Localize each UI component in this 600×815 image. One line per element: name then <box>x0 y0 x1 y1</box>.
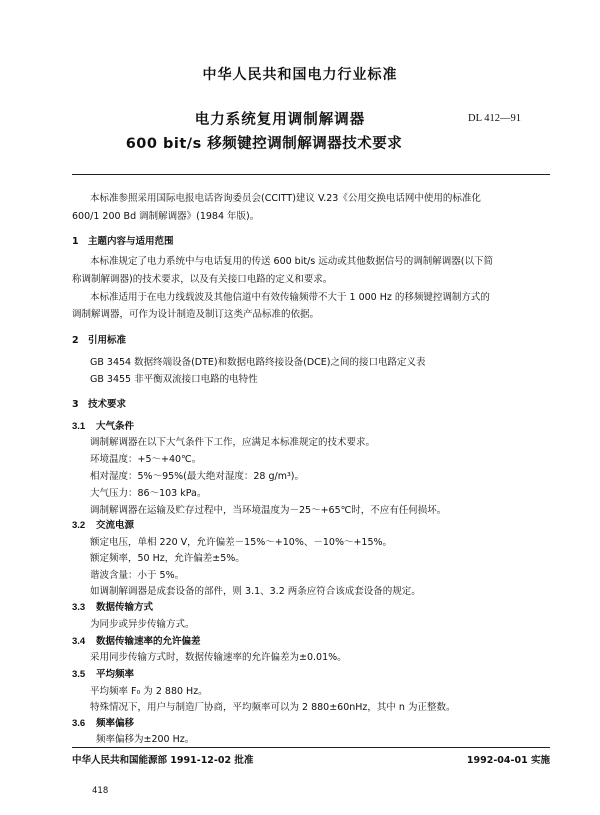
subsection-3-4-title: 数据传输速率的允许偏差 <box>96 636 201 647</box>
subsection-3-2-text: 额定频率，50 Hz，允许偏差±5%。 <box>90 553 245 564</box>
subsection-3-5-number: 3.5 <box>72 669 86 680</box>
subsection-3-4-number: 3.4 <box>72 636 86 647</box>
subsection-3-3-number: 3.3 <box>72 602 86 613</box>
section-3-title: 技术要求 <box>88 399 127 410</box>
subsection-3-1-text: 相对湿度：5%～95%(最大绝对湿度：28 g/m³)。 <box>90 471 305 482</box>
subsection-3-5-text: 特殊情况下，用户与制造厂协商，平均频率可以为 2 880±60nHz，其中 n 为正整数。 <box>90 702 456 713</box>
reference-item: GB 3455 非平衡双流接口电路的电特性 <box>90 374 258 385</box>
document-title-line2: 600 bit/s 移频键控调制解调器技术要求 <box>125 136 403 152</box>
section-3-number: 3 <box>72 399 79 410</box>
subsection-3-4-text: 采用同步传输方式时，数据传输速率的允许偏差为±0.01%。 <box>90 652 347 663</box>
section-2-number: 2 <box>72 335 79 346</box>
subsection-3-6-title: 频率偏移 <box>96 718 135 729</box>
subsection-3-1-number: 3.1 <box>72 421 86 432</box>
subsection-3-1-text: 大气压力：86～103 kPa。 <box>90 488 207 499</box>
section-1-text: 本标准规定了电力系统中与电话复用的传送 600 bit/s 远动或其他数据信号的调制解调器(以下简 <box>90 256 493 267</box>
reference-item: GB 3454 数据终端设备(DTE)和数据电路终接设备(DCE)之间的接口电路定义表 <box>90 357 426 368</box>
section-2-title: 引用标准 <box>88 335 127 346</box>
subsection-3-2-text: 谐波含量：小于 5%。 <box>90 570 185 581</box>
subsection-3-1-text: 环境温度：+5～+40℃。 <box>90 454 202 465</box>
section-1-title: 主题内容与适用范围 <box>88 236 174 247</box>
subsection-3-3-title: 数据传输方式 <box>96 602 154 613</box>
standard-category-header: 中华人民共和国电力行业标准 <box>202 67 398 83</box>
document-title-line1: 电力系统复用调制解调器 <box>194 112 366 128</box>
subsection-3-1-text: 调制解调器在以下大气条件下工作，应满足本标准规定的技术要求。 <box>90 437 376 448</box>
implementation-date: 1992-04-01 实施 <box>466 755 550 766</box>
intro-line: 600/1 200 Bd 调制解调器》(1984 年版)。 <box>72 211 260 222</box>
footer-divider <box>72 747 550 748</box>
section-1-text: 称调制解调器)的技术要求，以及有关接口电路的定义和要求。 <box>72 274 333 285</box>
subsection-3-3-text: 为同步或异步传输方式。 <box>90 619 195 630</box>
standard-number: DL 412—91 <box>468 113 521 124</box>
approval-statement: 中华人民共和国能源部 1991-12-02 批准 <box>72 755 254 766</box>
intro-line: 本标准参照采用国际电报电话咨询委员会(CCITT)建议 V.23《公用交换电话网中使用的标准化 <box>90 193 481 204</box>
subsection-3-1-text: 调制解调器在运输及贮存过程中，当环境温度为－25～+65℃时，不应有任何损坏。 <box>90 505 447 516</box>
page-number: 418 <box>92 786 109 796</box>
subsection-3-6-number: 3.6 <box>72 718 86 729</box>
subsection-3-2-text: 额定电压，单相 220 V，允许偏差－15%～+10%、－10%～+15%。 <box>90 537 393 548</box>
top-divider <box>72 174 550 175</box>
section-1-number: 1 <box>72 236 79 247</box>
subsection-3-1-title: 大气条件 <box>96 421 135 432</box>
subsection-3-5-text: 平均频率 F₀ 为 2 880 Hz。 <box>90 686 208 697</box>
subsection-3-2-text: 如调制解调器是成套设备的部件，则 3.1、3.2 两条应符合该成套设备的规定。 <box>90 586 421 597</box>
section-1-text: 调制解调器，可作为设计制造及制订这类产品标准的依据。 <box>72 309 320 320</box>
subsection-3-2-title: 交流电源 <box>96 520 135 531</box>
subsection-3-2-number: 3.2 <box>72 520 86 531</box>
subsection-3-5-title: 平均频率 <box>96 669 135 680</box>
section-1-text: 本标准适用于在电力线载波及其他信道中有效传输频带不大于 1 000 Hz 的移频键控调制方式的 <box>90 292 490 303</box>
subsection-3-6-text: 频率偏移为±200 Hz。 <box>96 734 195 745</box>
